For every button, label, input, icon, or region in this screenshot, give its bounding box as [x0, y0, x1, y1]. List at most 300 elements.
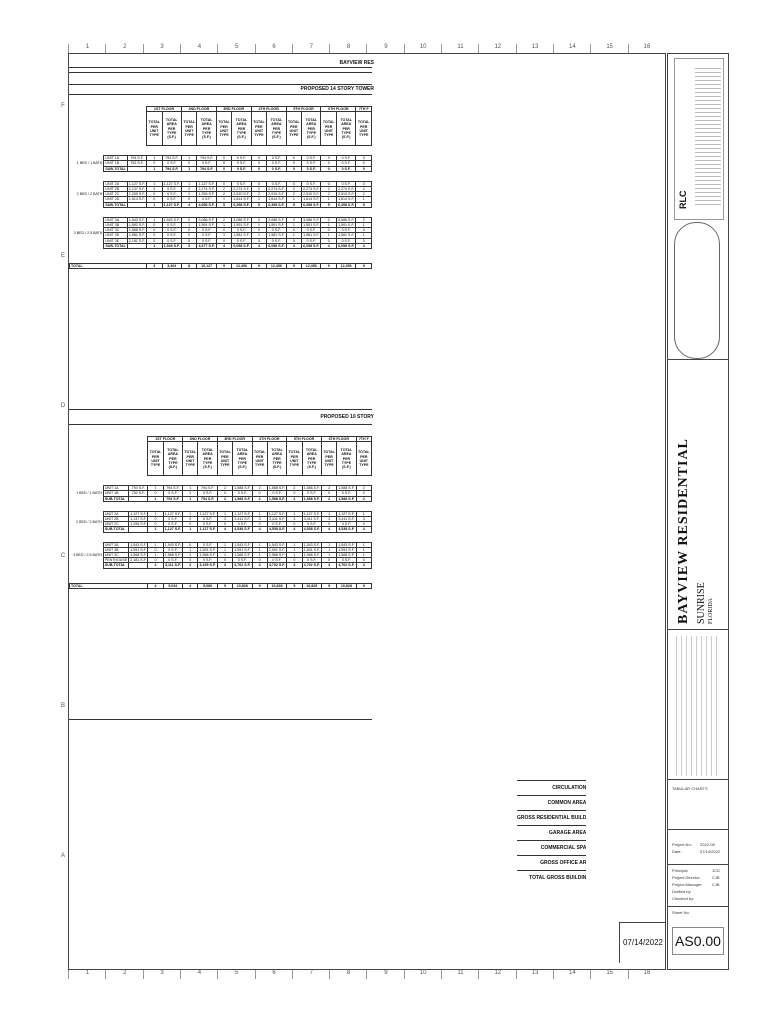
total-cell: 9	[251, 264, 266, 269]
table-cell: 2	[356, 187, 372, 192]
unit-group-label: 1 BED / 1 BATH	[76, 491, 102, 496]
floor-header: 2ND FLOOR	[181, 107, 216, 112]
table-cell: 0 S.F.	[232, 238, 251, 243]
table-cell: 0 S.F.	[198, 517, 217, 522]
ruler-number: 9	[366, 44, 404, 53]
table-cell: 0	[147, 187, 162, 192]
table-cell: 3,086 S.F.	[198, 217, 215, 222]
table-cell: 1	[252, 547, 267, 552]
table-cell: 6,398 S.F.	[338, 202, 355, 207]
table-cell: 2	[251, 187, 266, 192]
staff-label: Principal:	[672, 868, 689, 873]
summary-row-label: TOTAL GROSS BUILDIN	[517, 871, 586, 886]
table-cell: 1	[181, 156, 196, 161]
table-cell: 1,568 S.F.	[303, 553, 320, 558]
table-cell: 1,568 S.F.	[234, 553, 251, 558]
table-cell: UNIT 3C	[103, 553, 128, 558]
table-cell: 0	[147, 161, 162, 166]
column-header: TOTAL PER UNIT TYPE	[183, 442, 198, 476]
ruler-number: 10	[404, 970, 442, 979]
table-cell: 1,568 S.F.	[199, 553, 216, 558]
table-cell: SUB-TOTAL	[105, 243, 126, 248]
table-cell: 1	[321, 197, 336, 202]
ruler-number: 12	[478, 44, 516, 53]
seal-outline	[674, 222, 720, 359]
table-cell: 1	[356, 223, 372, 228]
table-cell: 1,543 S.F.	[234, 542, 251, 547]
table-cell: 0 S.F.	[302, 558, 321, 563]
total-cell: 10,828	[267, 583, 286, 588]
table-cell: 2	[217, 486, 232, 491]
table-cell: 0	[216, 238, 231, 243]
table-cell: 1,127 S.F.	[163, 181, 180, 186]
firm-logo: RLC	[678, 190, 688, 209]
table-cell: 1,581 S.F.	[268, 233, 285, 238]
table-cell: 1	[183, 486, 198, 491]
revision-block	[676, 636, 720, 776]
table-cell: 1,591 S.F.	[338, 223, 355, 228]
table-cell: 0 S.F.	[232, 156, 251, 161]
table-cell: UNIT 2C	[104, 192, 127, 197]
table-cell: 4,702 S.F.	[234, 563, 251, 568]
table-cell: 0	[356, 166, 372, 171]
table-cell: 0	[183, 517, 198, 522]
table-cell: 2	[321, 217, 336, 222]
summary-row-label: GROSS RESIDENTIAL BUILD	[517, 811, 586, 826]
table-cell: 2	[286, 187, 301, 192]
table-cell: 1,588 S.F.	[268, 496, 286, 501]
table-cell: 794 S.F.	[162, 166, 181, 171]
table-cell: UNIT 3C	[104, 228, 127, 233]
table-cell: 0	[181, 238, 196, 243]
table-cell: 3,086 S.F.	[338, 217, 355, 222]
table-cell: 0 S.F.	[162, 161, 181, 166]
table-cell: SUB-TOTAL	[103, 496, 128, 501]
column-header: TOTAL PER UNIT TYPE	[181, 112, 196, 146]
table-cell: 5	[321, 202, 336, 207]
table-cell: 4	[217, 527, 232, 532]
column-header: TOTAL PER UNIT TYPE	[356, 112, 372, 146]
column-header: TOTAL PER UNIT TYPE	[148, 442, 163, 476]
column-header: TOTAL PER UNIT TYPE	[356, 442, 371, 476]
table-cell: 794 S.F.	[162, 156, 181, 161]
total-cell: 9	[287, 583, 302, 588]
table-cell: 0	[147, 233, 162, 238]
table-cell: 0	[251, 238, 266, 243]
table-cell: 2	[217, 496, 232, 501]
table-cell: 4,538 S.F.	[303, 527, 320, 532]
table-cell: 0 S.F.	[267, 161, 286, 166]
table-cell: 0 S.F.	[336, 228, 355, 233]
ruler-number: 13	[516, 44, 554, 53]
table-cell: 1,127 S.F.	[163, 202, 180, 207]
table-cell: 1,137 S.F.	[130, 517, 147, 522]
table-cell: 0 S.F.	[197, 161, 216, 166]
table-cell: UNIT 3A	[103, 542, 128, 547]
table-cell: 0	[356, 522, 371, 527]
table-cell: 3	[252, 563, 267, 568]
table2-title: PROPOSED 10 STORY	[320, 414, 374, 420]
table-cell: 0	[217, 558, 232, 563]
table-cell: 1	[356, 511, 371, 516]
table-cell: 1,127 S.F.	[128, 181, 146, 186]
table-cell: 0	[251, 228, 266, 233]
table-cell: 1	[286, 223, 301, 228]
table-cell: 1	[183, 496, 198, 501]
table-cell: 1,591 S.F.	[268, 547, 286, 552]
left-ruler	[58, 53, 68, 968]
table-cell: 3,086 S.F.	[303, 217, 320, 222]
total-cell: 4	[148, 583, 163, 588]
table-cell: 3,086 S.F.	[268, 217, 285, 222]
table-cell: 0 S.F.	[162, 238, 181, 243]
table-cell: 1	[147, 243, 162, 248]
table-cell: 1	[183, 511, 198, 516]
table-cell: 6,398 S.F.	[303, 202, 320, 207]
table-cell: UNIT 2A	[104, 181, 127, 186]
table-cell: 2	[321, 187, 336, 192]
table-cell: 0	[251, 161, 266, 166]
table-cell: 1,588 S.F.	[234, 486, 251, 491]
ruler-number: 6	[255, 44, 293, 53]
table-cell: 2	[251, 192, 266, 197]
total-cell: 9	[217, 583, 232, 588]
floor-header: 7TH F	[356, 107, 372, 112]
ruler-number: 10	[404, 44, 442, 53]
floor-header: 3RD FLOOR	[216, 107, 251, 112]
table-cell: 1,591 S.F.	[303, 223, 320, 228]
column-header: TOTAL AREA PER TYPE (S.F.)	[302, 442, 321, 476]
column-header: TOTAL AREA PER TYPE (S.F.)	[163, 442, 182, 476]
table-cell: 0	[321, 522, 336, 527]
table-cell: 1	[147, 156, 162, 161]
ruler-number: 11	[441, 970, 479, 979]
ruler-letter: B	[60, 703, 65, 709]
table-cell: 2,274 S.F.	[338, 187, 355, 192]
table-cell: 0 S.F.	[163, 558, 182, 563]
table-cell: 0	[216, 166, 231, 171]
table-cell: 0	[252, 558, 267, 563]
table-cell: 794 S.F.	[163, 486, 182, 491]
table-cell: 1,137 S.F.	[128, 187, 146, 192]
table-cell: 1,543 S.F.	[130, 542, 147, 547]
table-cell: 0	[286, 156, 301, 161]
table-cell: 0 S.F.	[336, 166, 355, 171]
date-label: Date:	[672, 849, 682, 854]
ruler-number: 13	[516, 970, 554, 979]
table-cell: 0	[183, 542, 198, 547]
table-cell: 3	[252, 517, 267, 522]
table-cell: 0	[147, 228, 162, 233]
ruler-number: 1	[68, 44, 106, 53]
table-cell: 0 S.F.	[302, 522, 321, 527]
table-cell: 1,581 S.F.	[128, 233, 146, 238]
ruler-number: 16	[628, 44, 666, 53]
table-cell: 0	[251, 166, 266, 171]
table-cell: 0 S.F.	[302, 491, 321, 496]
total-cell: 3,464	[162, 264, 181, 269]
table-cell: 0 S.F.	[302, 228, 321, 233]
table-cell: UNIT 2B	[104, 187, 127, 192]
ruler-number: 8	[329, 44, 367, 53]
table-cell: 0 S.F.	[162, 187, 181, 192]
total-cell: 9	[321, 264, 336, 269]
table-cell: 2,510 S.F.	[338, 192, 355, 197]
ruler-number: 2	[105, 970, 143, 979]
table-cell: UNIT 3A	[104, 217, 127, 222]
table-cell: 1,255 S.F.	[130, 522, 147, 527]
table-cell: 1	[286, 233, 301, 238]
table-cell: 0 S.F.	[233, 558, 252, 563]
table-cell: 794 S.F.	[129, 486, 148, 491]
table-cell: 1,591 S.F.	[198, 223, 215, 228]
table-cell: 2	[181, 217, 196, 222]
ruler-number: 11	[441, 44, 479, 53]
table-cell: UNIT 1B	[104, 161, 127, 166]
sheet-header: BAYVIEW RES	[339, 60, 374, 66]
table-cell: 6,398 S.F.	[268, 202, 285, 207]
table-cell: 0 S.F.	[336, 181, 355, 186]
column-header: TOTAL AREA PER TYPE (S.F.)	[267, 442, 286, 476]
staff-label: Project Director:	[672, 875, 701, 880]
ruler-number: 14	[553, 970, 591, 979]
table-cell: 1	[217, 553, 232, 558]
table-cell: 0 S.F.	[267, 181, 286, 186]
table-cell: 0	[147, 238, 162, 243]
table-cell: 2	[181, 187, 196, 192]
table-cell: 0 S.F.	[233, 522, 252, 527]
summary-row-label: COMMON AREA	[517, 796, 586, 811]
table-cell: 4	[252, 527, 267, 532]
project-city: SUNRISE	[696, 582, 707, 624]
table-cell: 1	[181, 181, 196, 186]
table-cell: 1	[217, 547, 232, 552]
project-no-label: Project No:	[672, 842, 692, 847]
summary-row-label: GARAGE AREA	[517, 826, 586, 841]
table-cell: 1	[252, 511, 267, 516]
table-cell: 1	[183, 547, 198, 552]
column-header: TOTAL PER UNIT TYPE	[321, 112, 336, 146]
ruler-number: 9	[366, 970, 404, 979]
table-cell: 1,255 S.F.	[198, 192, 215, 197]
table-cell: 4	[321, 527, 336, 532]
table-cell: 0 S.F.	[302, 156, 321, 161]
table-cell: 0 S.F.	[233, 491, 252, 496]
table-cell: 0	[181, 228, 196, 233]
ruler-number: 7	[292, 970, 330, 979]
table-cell: 4	[286, 243, 301, 248]
ruler-letter: C	[60, 553, 66, 559]
table-cell: 1,127 S.F.	[198, 181, 215, 186]
column-header: TOTAL AREA PER TYPE (S.F.)	[267, 112, 286, 146]
table-cell: 2	[216, 187, 231, 192]
table-cell: 1,255 S.F.	[128, 192, 146, 197]
ruler-number: 12	[478, 970, 516, 979]
unit-group-label: 2 BED / 2 BATH	[76, 192, 103, 197]
table-cell: 0 S.F.	[302, 238, 321, 243]
table-cell: 1,127 S.F.	[199, 527, 216, 532]
table-cell: 5	[356, 202, 372, 207]
table-cell: 4,538 S.F.	[338, 527, 355, 532]
table-cell: 3,411 S.F.	[269, 517, 285, 522]
table-cell: 2	[252, 486, 267, 491]
table-cell: 2	[252, 496, 267, 501]
floor-header: 6TH FLOOR	[321, 107, 356, 112]
table-cell: 0 S.F.	[232, 181, 251, 186]
table-cell: 1,591 S.F.	[303, 547, 320, 552]
table-cell: 4,656 S.F.	[198, 202, 215, 207]
project-no: 2022-08	[700, 842, 715, 847]
table-cell: 4	[181, 202, 196, 207]
staff-label: Checked by:	[672, 896, 695, 901]
table-cell: 0 S.F.	[337, 491, 356, 496]
table-cell: 0 S.F.	[267, 491, 286, 496]
table-cell: 3,411 S.F.	[234, 517, 251, 522]
table-cell: 0	[356, 238, 372, 243]
table-cell: 0	[252, 491, 267, 496]
drawing-title: TABULAR CHARTS	[672, 786, 708, 791]
table-cell: 0 S.F.	[302, 161, 321, 166]
table-cell: 1	[356, 542, 371, 547]
table-cell: 0	[217, 522, 232, 527]
table-cell: 0	[217, 491, 232, 496]
ruler-number: 1	[68, 970, 106, 979]
table-cell: 2	[251, 217, 266, 222]
table-cell: 0 S.F.	[267, 228, 286, 233]
table-cell: 0	[321, 166, 336, 171]
column-header: TOTAL PER UNIT TYPE	[217, 442, 232, 476]
floor-header: 1ST FLOOR	[147, 107, 182, 112]
table-cell: 0	[286, 228, 301, 233]
table-cell: 1	[148, 496, 163, 501]
table-cell: 1	[251, 197, 266, 202]
table-cell: 0 S.F.	[198, 558, 217, 563]
column-header: TOTAL AREA PER TYPE (S.F.)	[197, 112, 216, 146]
total-cell: 12,456	[267, 264, 286, 269]
table-cell: 4,677 S.F.	[198, 243, 215, 248]
table-cell: 0	[148, 517, 163, 522]
table-cell: 6,398 S.F.	[233, 202, 250, 207]
table-cell: 0	[148, 491, 163, 496]
table-cell: 0	[148, 558, 163, 563]
table-cell: 0 S.F.	[336, 156, 355, 161]
table-cell: UNIT 1A	[104, 156, 127, 161]
table-cell: 1,614 S.F.	[233, 197, 250, 202]
table-cell: 1	[216, 223, 231, 228]
table-cell: 1	[147, 202, 162, 207]
table-cell: 0	[147, 223, 162, 228]
staff-label: Project Manager:	[672, 882, 703, 887]
table-cell: 1,614 S.F.	[303, 197, 320, 202]
total-cell: 9	[286, 264, 301, 269]
table-cell: 0	[321, 491, 336, 496]
table-cell: 1	[251, 223, 266, 228]
table-cell: 1,581 S.F.	[233, 233, 250, 238]
project-name: BAYVIEW RESIDENTIAL	[676, 438, 691, 624]
table-cell: 0	[183, 491, 198, 496]
table-cell: 1	[287, 511, 302, 516]
unit-group-label: 2 BED / 2 BATH	[76, 519, 102, 524]
table-cell: 4,702 S.F.	[303, 563, 320, 568]
table-cell: 1	[148, 542, 163, 547]
table-cell: 0 S.F.	[336, 161, 355, 166]
table-cell: 1	[356, 553, 371, 558]
table-cell: UNIT 2A	[103, 511, 128, 516]
table-cell: 752 S.F.	[129, 491, 148, 496]
table-cell: 0 S.F.	[337, 558, 356, 563]
table-cell: 1	[252, 542, 267, 547]
ruler-number: 6	[255, 970, 293, 979]
ruler-number: 5	[217, 970, 255, 979]
project-state: FLORIDA	[708, 597, 714, 624]
table-cell: 4,538 S.F.	[268, 527, 286, 532]
table-cell: 1,543 S.F.	[268, 542, 286, 547]
issue-date: 07/14/2022	[619, 922, 666, 963]
table-cell: SUB-TOTAL	[105, 166, 126, 171]
table-cell: 0	[286, 238, 301, 243]
table-cell: 0	[148, 547, 163, 552]
table-cell: 1	[147, 181, 162, 186]
ruler-number: 7	[292, 44, 330, 53]
table-cell: 3	[287, 517, 302, 522]
table-cell: 0 S.F.	[232, 228, 251, 233]
table-cell: UNIT 1B	[103, 491, 128, 496]
table-cell: 6,058 S.F.	[268, 243, 285, 248]
table-cell: 1,127 S.F.	[199, 511, 216, 516]
table-cell: 1	[321, 547, 336, 552]
table-cell: 1	[181, 166, 196, 171]
staff-list	[672, 868, 726, 903]
column-header: TOTAL AREA PER TYPE (S.F.)	[336, 112, 355, 146]
table-cell: 2	[287, 496, 302, 501]
table-cell: 1,127 S.F.	[164, 527, 181, 532]
column-header: TOTAL AREA PER TYPE (S.F.)	[337, 442, 356, 476]
column-header: TOTAL AREA PER TYPE (S.F.)	[198, 442, 217, 476]
table-cell: 794 S.F.	[198, 496, 217, 501]
table-cell: 1	[147, 217, 162, 222]
table-cell: 0	[286, 166, 301, 171]
table-cell: 1,127 S.F.	[268, 511, 286, 516]
table-cell: 0 S.F.	[267, 238, 286, 243]
table-cell: 794 S.F.	[127, 156, 146, 161]
table-cell: 2,274 S.F.	[268, 187, 285, 192]
column-header: TOTAL PER UNIT TYPE	[251, 112, 266, 146]
table-cell: 1	[183, 527, 198, 532]
table-cell: 2,181 S.F.	[128, 238, 146, 243]
table-cell: 1	[287, 542, 302, 547]
table-cell: 1,588 S.F.	[234, 496, 251, 501]
table-cell: 1,588 S.F.	[338, 496, 355, 501]
table-cell: 0	[321, 238, 336, 243]
table-cell: 1,581 S.F.	[338, 233, 355, 238]
table-cell: 1,543 S.F.	[338, 542, 355, 547]
table-cell: 3	[287, 563, 302, 568]
table-cell: 794 S.F.	[163, 496, 182, 501]
table-cell: 3	[356, 563, 371, 568]
table-cell: SUB-TOTAL	[105, 202, 126, 207]
total-row	[70, 583, 372, 588]
table-cell: 0	[321, 156, 336, 161]
table-cell: 1,568 S.F.	[130, 553, 147, 558]
ruler-number: 3	[143, 44, 181, 53]
total-cell: 12,456	[302, 264, 321, 269]
table-cell: UNIT 2C	[103, 522, 128, 527]
total-cell: 9	[356, 264, 372, 269]
table-cell: 1,588 S.F.	[303, 486, 320, 491]
table-cell: 0	[147, 192, 162, 197]
table-cell: 3,086 S.F.	[233, 217, 250, 222]
ruler-number: 2	[105, 44, 143, 53]
